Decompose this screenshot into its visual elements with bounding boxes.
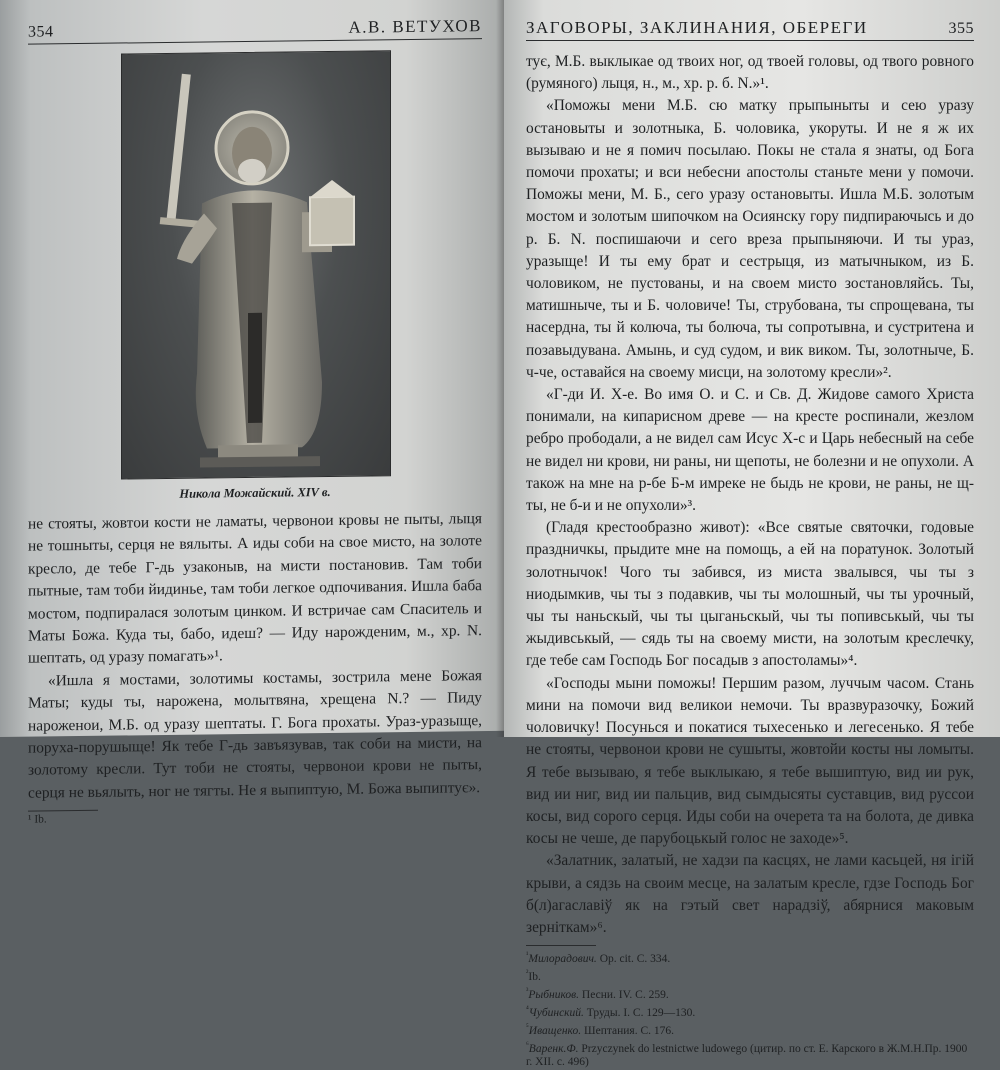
saint-statue-illustration bbox=[122, 51, 390, 478]
right-paragraph-3: «Г-ди И. Х-е. Во имя О. и С. и Св. Д. Жидове самого Христа понимали, на кипарисном древе — на кресте роспинали, жезлом ребро прободали, а не видел сам Исус Х-с и Царь небесный на себе не видел ни крови, ни раны, ни щепоты, не болезни и не опухоли. А також на мне на р-бе Б-м имреке не быдь не крови, не раны, не щ-ты, не б-и и не опухоли»³. bbox=[526, 386, 974, 515]
right-paragraph-2: «Поможы мени М.Б. сю матку прыпыныты и сею уразу остановыты и золотныка, Б. чоловика, укоруты. И не я ж их вызываю и не я помич посылаю. Покы не стала я знаты, од Бога помочи прохаты; и вси небесни апостолы станьте мени у помочи. Поможы мени, М. Б., сего уразу остановыты. Ишла М.Б. золотым мостом и золотым шипочком на Осиянску гору пидпираючысь и до р. Б. N. поспишаючи и сего вреза прыпыняючи. И ты ураз, уразыще! И ты ему брат и сестрыця, из матычныком, из Б. чоловиком, не пустованы, и на своем мисто зостановляйсь. Ты, матишныче, ты и Б. чоловиче! Ты, струбована, ты спрощевана, ты насердна, ты й колюча, ты болюча, ты сопротывна, и сустритена и позавыдувана. Амынь, и суд судом, и вик виком. Ты, золотныче, Б. ч-че, оставайся на своему мисци, на золотому кресли»². bbox=[526, 97, 974, 381]
figure-caption: Никола Можайский. XIV в. bbox=[179, 484, 331, 501]
footnote-2: $^{^2}$Ib. bbox=[526, 968, 541, 983]
right-page-number: 355 bbox=[948, 20, 974, 37]
right-footnotes bbox=[526, 948, 974, 1069]
saint-nicholas-photo bbox=[121, 50, 391, 479]
right-paragraph-1: тує, М.Б. выклыкае од твоих ног, од твоей головы, од твого ровного (румяного) лыця, н., м., хр. р. б. N.»¹. bbox=[526, 53, 974, 93]
left-paragraph-1: не стояты, жовтои кости не ламаты, червонои кровы не пыты, лыця не тошныты, серця не вялыты. А иды соби на свое мисто, на золоте кресло, де тебе Г-дь узаконыв, на мисти постановив. Там тоби пытныe, там тоби йидинье, там тоби легкое одпочивания. Ишла баба мостом, подпиралася золотым цинком. И встричае сам Спаситель и Маты Божа. Куда ты, бабо, идеш? — Иду нарожденим, м., хр. N. шептать, од уразу помагать»¹. bbox=[28, 510, 482, 668]
footnote-5: $^{^5}$Иващенко. Шептания. С. 176. bbox=[526, 1022, 675, 1038]
right-running-head bbox=[526, 18, 974, 41]
right-footnote-rule bbox=[526, 945, 596, 946]
right-body-text bbox=[526, 51, 974, 939]
left-page-number: 354 bbox=[28, 23, 54, 41]
right-running-title: ЗАГОВОРЫ, ЗАКЛИНАНИЯ, ОБЕРЕГИ bbox=[526, 18, 868, 37]
left-running-title: А.В. ВЕТУХОВ bbox=[348, 16, 482, 37]
left-footnote: ¹ Ib. bbox=[28, 813, 47, 826]
right-page bbox=[504, 0, 1000, 1069]
footnote-6: $^{^6}$Варенк.Ф. Przyczynek do lestnictwe ludowego (цитир. по ст. Е. Карского в Ж.М.Н.Пр. 1900 г. XII. с. 496) bbox=[526, 1040, 968, 1069]
right-paragraph-5: «Господы мыни поможы! Першим разом, луччым часом. Стань мини на помочи вид великои немочи. Ты вразвуразочку, Божий чоловичку! Посунься и покатися тыхесенько и легесенько. Я тебе не стояты, червонои крови не сушыты, жовтойи косты ны ломыты. Я тебе вызываю, я тебе выклыкаю, я тебе вышиптую, вид ии рук, вид ии ниг, вид ии пальцив, вид сымдысяты суставцив, вид руссои косы, вид сорого серця. Иды соби на очерета та на болота, де дивка косы не чеше, де парубоцькый голос не заходе»⁵. bbox=[526, 674, 974, 848]
right-paragraph-4: (Гладя крестообразно живот): «Все святые святочки, годовые праздничкы, прыдите мне на помощь, а ей на поратунок. Золотый золотнычок! Чого ты забився, из миста звалывся, чы ты з ниодымкив, чы ты з подавкив, чы ты молошный, чы ты урочный, чы ты наньскый, чы ты цыганьскый, чы ты попивськый, чы ты жыдивськый, — сядь ты на своему мисти, на золотым креслечку, где тебе сам Господь Бог посадыв з апостоламы»⁴. bbox=[526, 519, 974, 670]
footnote-1: $^{^1}$Милорадович. Ор. cit. С. 334. bbox=[526, 950, 671, 965]
icon-figure bbox=[121, 50, 389, 502]
left-running-head bbox=[28, 16, 482, 45]
right-paragraph-6: «Залатник, залатый, не хадзи па касцях, не лами касьцей, ня iгiй крыви, а сядзь на своим месце, на залатым кресле, гдзе Господь Бог б(л)агаславiў як на гэтый свет нарадзiў, абярнися маковым зернiткам»⁶. bbox=[526, 852, 974, 936]
left-footnote-rule bbox=[28, 810, 98, 812]
left-page bbox=[0, 0, 508, 826]
left-paragraph-2: «Ишла я мостами, золотимы костамы, зострила мене Божая Маты; куды ты, нарожена, молытвяна, хрещена N.? — Пиду нароженои, М.Б. од уразу шептаты. Г. Бога прохаты. Ураз-уразыще, поруха-порушыще! Як тебе Г-дь завъязував, так соби на мисти, на золотому кресли. Тут тоби не стояты, червонои крови не пыты, серця не вьялыть, ног не тягты. Не я выпиптую, М. Божа выпиптує». bbox=[28, 666, 482, 802]
footnote-3: $^{^3}$Рыбников. Песни. IV. С. 259. bbox=[526, 986, 669, 1002]
left-body-text bbox=[28, 508, 482, 805]
footnote-4: $^{^4}$Чубинский. Труды. I. С. 129—130. bbox=[526, 1004, 696, 1020]
